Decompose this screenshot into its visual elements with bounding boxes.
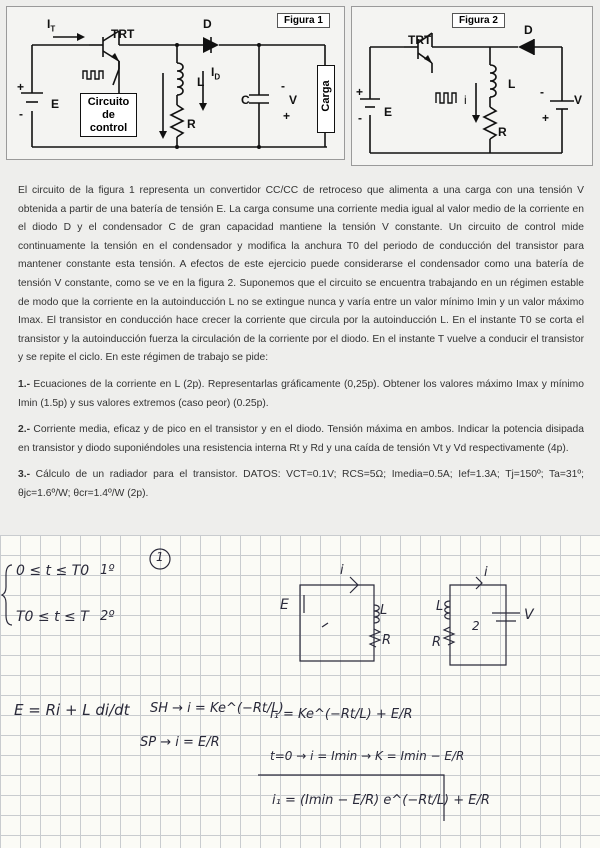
e-minus: - (19, 107, 23, 121)
note-case-2: 2º (100, 609, 115, 624)
note-i: i (340, 563, 344, 578)
note-i-2: i (484, 565, 488, 580)
note-t0: t=0 → i = Imin → K = Imin − E/R (270, 749, 465, 763)
cap-plus: + (283, 109, 291, 123)
note-two: 2 (472, 619, 480, 633)
control-line-3: control (89, 122, 128, 134)
question-3-text: Cálculo de un radiador para el transistor. DATOS: VCT=0.1V; RCS=5Ω; Imedia=0.5A; Ief=1.3A; Tj=150º; Ta=31º; θjc=1.6º/W; θcr=1.4º/W (2p). (18, 469, 584, 499)
e2-minus: - (358, 111, 362, 125)
question-2-text: Corriente media, eficaz y de pico en el transistor y en el diodo. Tensión máxima en ambos. Indicar la potencia disipada en transistor y diodo suponiéndoles una resistencia interna Rt y Rd y una caída de tensión Vt y Vd respectivamente (4p). (18, 424, 584, 454)
e2-label: E (384, 105, 393, 119)
r2-label: R (498, 125, 507, 139)
load-label: Carga (320, 80, 332, 112)
note-final-formula: i₁ = (Imin − E/R) e^(−Rt/L) + E/R (272, 793, 490, 808)
note-e: E (280, 597, 289, 613)
l2-label: L (508, 77, 516, 91)
figure-1-title: Figura 1 (277, 13, 330, 28)
control-line-1: Circuito (87, 96, 130, 108)
figure-2-title: Figura 2 (452, 13, 505, 28)
question-2-number: 2.- (18, 424, 31, 436)
figure-1 (6, 6, 345, 160)
handwritten-notes (0, 535, 600, 848)
cap-minus: - (281, 79, 285, 93)
note-r: R (382, 633, 392, 648)
main-paragraph: El circuito de la figura 1 representa un convertidor CC/CC de retroceso que alimenta a una carga con una tensión V obtenida a partir de una batería de tensión E. La carga consume una corriente media igual al valor medio de la corriente en el diodo D y el condensador C de gran capacidad mantiene la tensión V constante. Un circuito de control mide continuamente la tensión en el condensador y modifica la anchura T0 del periodo de conducción del transistor para mantener constante esta tensión. A efectos de este ejercicio puede considerarse el condensador como una batería de tensión V constante, como se ve en la figura 2. Suponemos que el circuito se encuentra trabajando en un régimen estable de modo que la corriente en la autoinducción L no se extingue nunca y varía entre un valor mínimo Imin y un valor máximo Imax. El transistor en conducción hace crecer la corriente que circula por la autoinducción L. En el instante T0 se corta el transistor y la autoinducción fuerza la circulación de la corriente por el diodo. En el instante T vuelve a conducir el transistor y se repite el ciclo. En este régimen de trabajo se pide: (18, 185, 584, 364)
v2-label: V (574, 93, 583, 107)
note-sh: SH → i = Ke^(−Rt/L) (150, 701, 284, 716)
id-label: I (211, 65, 215, 79)
it-sub: T (50, 24, 56, 34)
v-label: V (289, 93, 298, 107)
d2-label: D (524, 23, 533, 37)
note-interval-1: 0 ≤ t ≤ T0 (16, 563, 90, 579)
question-1 (18, 376, 584, 413)
l-label: L (197, 75, 205, 89)
note-main-equation: E = Ri + L di/dt (14, 701, 130, 719)
i2-label: i (464, 93, 467, 107)
note-v: V (524, 607, 534, 623)
v2-minus: - (540, 85, 544, 99)
note-i1: i₁ = Ke^(−Rt/L) + E/R (270, 707, 413, 722)
question-1-number: 1.- (18, 378, 31, 390)
figure-2 (351, 6, 593, 166)
trt2-label: TRT (408, 33, 432, 47)
question-1-text: Ecuaciones de la corriente en L (2p). Representarlas gráficamente (0,25p). Obtener los valores máximo Imax y mínimo Imin (1.5p) y sus valores extremos (caso peor) (0.25p). (18, 378, 584, 409)
r-label: R (187, 117, 196, 131)
d-label: D (203, 17, 212, 31)
note-circled-number: 1 (156, 550, 164, 564)
note-case-1: 1º (100, 563, 115, 578)
problem-statement (18, 182, 584, 512)
note-r-2: R (432, 635, 442, 650)
control-line-2: de (102, 109, 115, 121)
id-sub: D (214, 72, 221, 82)
question-3 (18, 466, 584, 503)
c-label: C (241, 93, 250, 107)
control-circuit-box (80, 93, 137, 137)
trt-label: TRT (111, 27, 135, 41)
note-interval-2: T0 ≤ t ≤ T (16, 609, 89, 625)
figure-2-circuit (352, 7, 592, 165)
figure-1-circuit (7, 7, 344, 159)
e-plus: + (17, 80, 25, 94)
note-sp: SP → i = E/R (140, 735, 220, 750)
it-label: I (47, 17, 51, 31)
question-2 (18, 421, 584, 458)
note-l-2: L (436, 599, 444, 614)
e-label: E (51, 97, 60, 111)
v2-plus: + (542, 111, 550, 125)
note-l: L (380, 603, 388, 618)
e2-plus: + (356, 85, 364, 99)
question-3-number: 3.- (18, 469, 31, 481)
load-box (317, 65, 335, 133)
